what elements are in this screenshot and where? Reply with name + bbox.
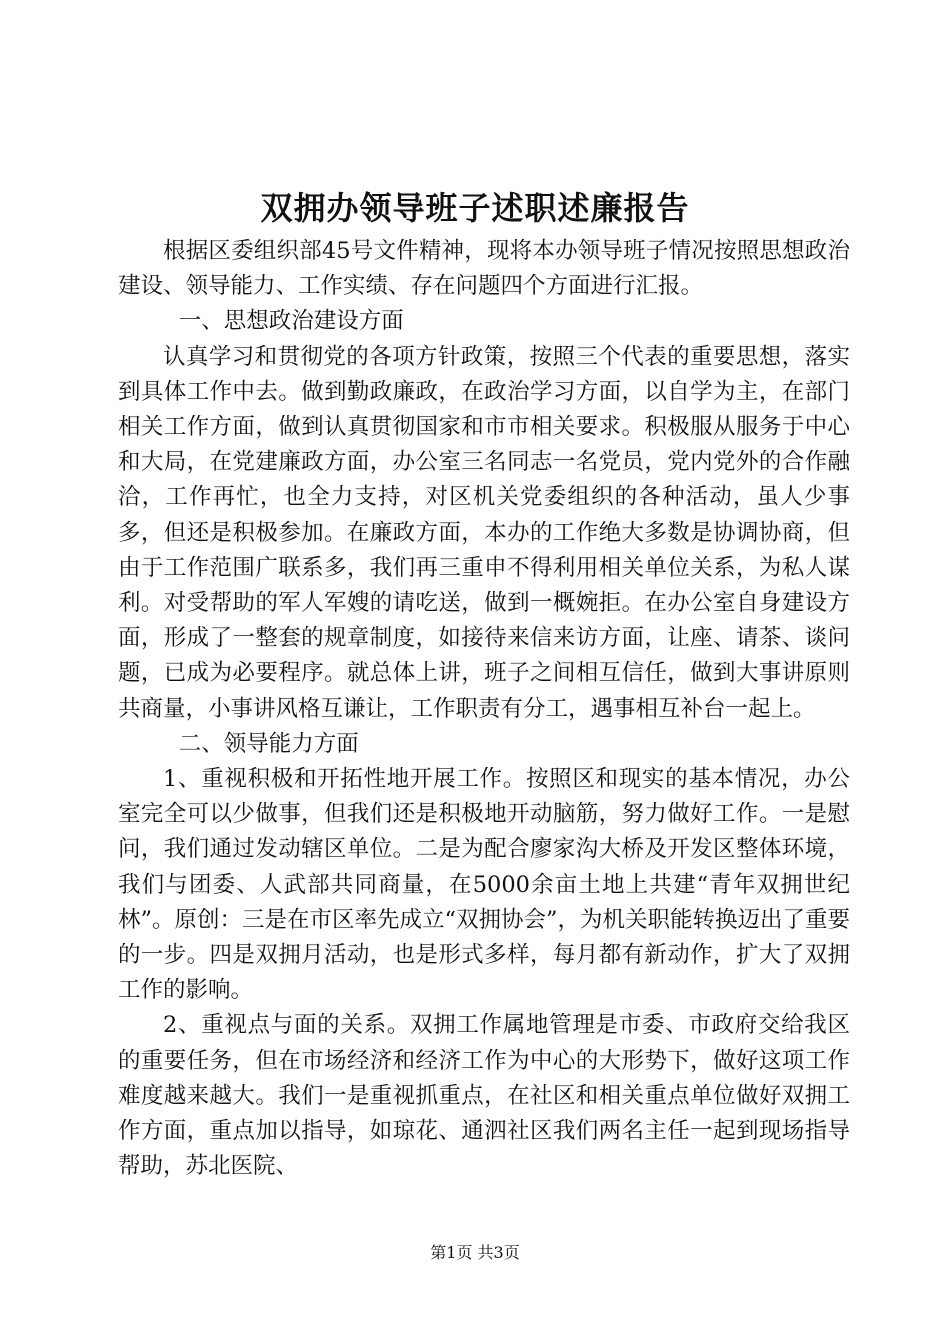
body-paragraph: 1、重视积极和开拓性地开展工作。按照区和现实的基本情况，办公室完全可以少做事，但我们还是积极地开动脑筋，努力做好工作。一是慰问，我们通过发动辖区单位。二是为配合廖家沟大桥及开发区整体环境，我们与团委、人武部共同商量，在5000余亩土地上共建“青年双拥世纪林”。原创：三是在市区率先成立“双拥协会”，为机关职能转换迈出了重要的一步。四是双拥月活动，也是形式多样，每月都有新动作，扩大了双拥工作的影响。 <box>118 766 851 1004</box>
document-title: 双拥办领导班子述职述廉报告 <box>260 189 690 227</box>
body-paragraph: 认真学习和贯彻党的各项方针政策，按照三个代表的重要思想，落实到具体工作中去。做到勤政廉政，在政治学习方面，以自学为主，在部门相关工作方面，做到认真贯彻国家和市市相关要求。积极服从服务于中心和大局，在党建廉政方面，办公室三名同志一名党员，党内党外的合作融洽，工作再忙，也全力支持，对区机关党委组织的各种活动，虽人少事多，但还是积极参加。在廉政方面，本办的工作绝大多数是协调协商，但由于工作范围广联系多，我们再三重申不得利用相关单位关系，为私人谋利。对受帮助的军人军嫂的请吃送，做到一概婉拒。在办公室自身建设方面，形成了一整套的规章制度，如接待来信来访方面，让座、请茶、谈问题，已成为必要程序。就总体上讲，班子之间相互信任，做到大事讲原则共商量，小事讲风格互谦让，工作职责有分工，遇事相互补台一起上。 <box>118 343 850 722</box>
body-paragraph: 根据区委组织部45号文件精神，现将本办领导班子情况按照思想政治建设、领导能力、工作实绩、存在问题四个方面进行汇报。 <box>118 238 850 300</box>
section-heading: 二、领导能力方面 <box>178 730 359 757</box>
body-paragraph: 2、重视点与面的关系。双拥工作属地管理是市委、市政府交给我区的重要任务，但在市场经济和经济工作为中心的大形势下，做好这项工作难度越来越大。我们一是重视抓重点，在社区和相关重点单位做好双拥工作方面，重点加以指导，如琼花、通泗社区我们两名主任一起到现场指导帮助，苏北医院、 <box>118 1012 850 1180</box>
document-body <box>118 234 850 1184</box>
section-heading: 一、思想政治建设方面 <box>178 308 404 335</box>
page-footer: 第1页 共3页 <box>430 1243 520 1262</box>
